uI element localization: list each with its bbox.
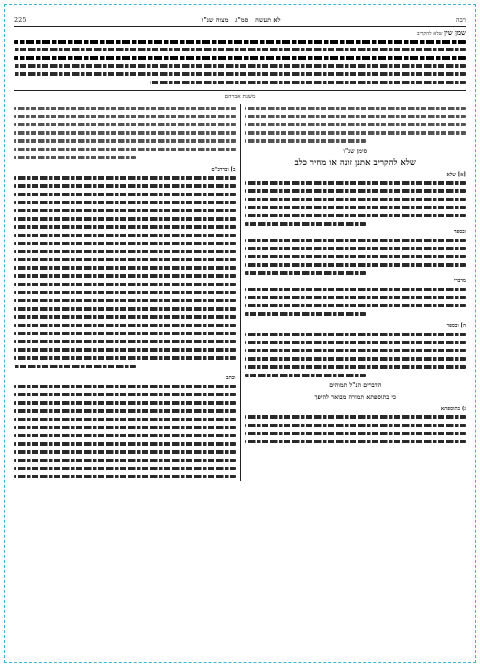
main-text-block bbox=[14, 29, 466, 91]
para-marker: ובספר bbox=[453, 228, 466, 235]
running-header bbox=[14, 14, 466, 27]
para-marker: [א] שלא bbox=[446, 171, 466, 178]
commentary-title: משנת אברהם bbox=[224, 94, 256, 101]
main-text-label: שלא להקריב bbox=[416, 31, 443, 37]
header-section-mark: לא תעשה bbox=[255, 16, 281, 24]
header-right-tag: רבה bbox=[455, 16, 466, 24]
section-heading: כי בתוספתא תמורה מבואר להיפך bbox=[314, 393, 397, 401]
para-marker: ב] ובדרכ"ם bbox=[211, 166, 236, 173]
header-title bbox=[26, 16, 456, 24]
section-heading: שלא להקריב אתנן זונה או מחיר כלב bbox=[294, 158, 416, 169]
commentary-columns bbox=[14, 102, 466, 480]
section-heading-small: הדברים הנ"ל תמוהים bbox=[329, 382, 382, 390]
page-number: 225 bbox=[14, 16, 27, 24]
para-marker: ה] ובספר bbox=[446, 323, 466, 330]
para-marker: מדברי bbox=[454, 278, 466, 285]
header-section-mark2: סמ"ג bbox=[235, 16, 249, 24]
main-text-lead: שמן שין bbox=[444, 29, 466, 37]
para-marker: ובתב bbox=[226, 375, 236, 382]
left-column bbox=[14, 104, 240, 480]
right-column bbox=[240, 104, 467, 480]
text-line bbox=[14, 29, 466, 37]
document-page bbox=[14, 14, 466, 654]
header-center-title: מצוה שנ"ו bbox=[201, 16, 229, 24]
para-marker: ג) בתוספתא bbox=[440, 405, 466, 412]
section-heading-small: סימן שנ"ו bbox=[343, 148, 368, 156]
